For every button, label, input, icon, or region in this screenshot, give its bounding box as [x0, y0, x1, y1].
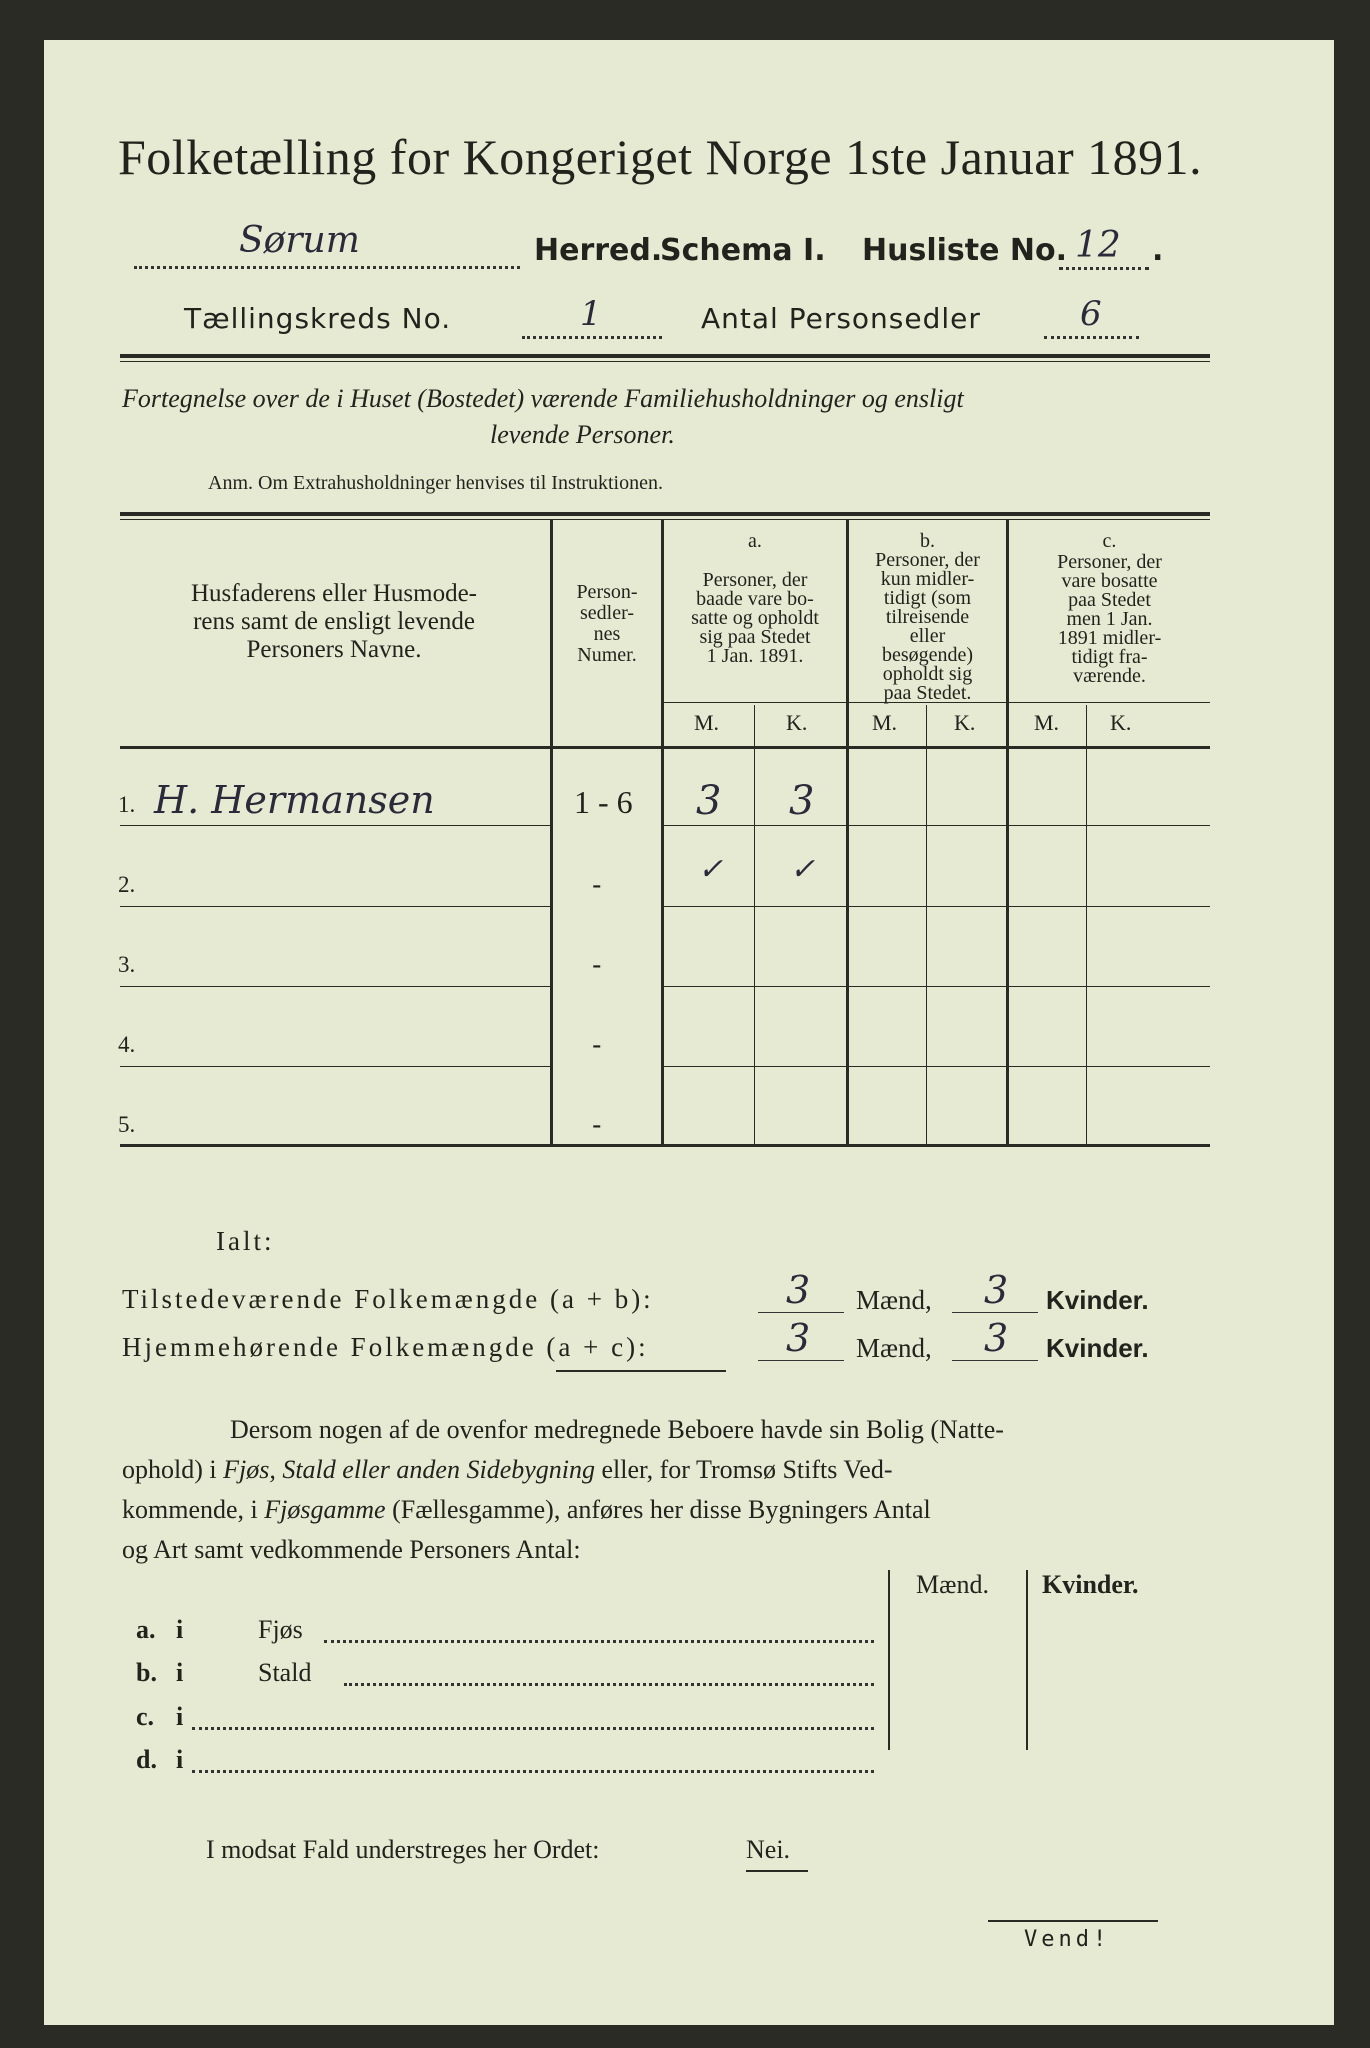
paragraph-line-4: og Art samt vedkommende Personers Antal:	[122, 1535, 581, 1564]
taellingskreds-value: 1	[580, 294, 602, 334]
vend-label: Vend!	[1024, 1927, 1111, 1952]
a-k-value: 3	[789, 778, 815, 824]
col-a-m-label: M.	[694, 710, 720, 735]
ialt-label: Ialt:	[216, 1226, 275, 1256]
table-top-rule	[120, 512, 1210, 516]
taellingskreds-label: Tællingskreds No.	[184, 302, 452, 335]
col-b-k-label: K.	[954, 710, 976, 735]
col-c-m-label: M.	[1034, 710, 1060, 735]
antal-value: 6	[1080, 294, 1102, 334]
husliste-label: Husliste No.	[862, 233, 1067, 268]
table-header-rule	[120, 746, 1210, 749]
nei-underline	[746, 1870, 808, 1872]
col-c-header: c. Personer, der vare bosatte paa Stedet men 1 Jan. 1891 midler- tidigt fra- værende.	[1057, 530, 1162, 687]
husliste-value: 12	[1075, 225, 1121, 266]
col-number-header: Person- sedler- nes Numer.	[576, 581, 638, 666]
form-title: Folketælling for Kongeriget Norge 1ste Januar 1891.	[118, 129, 1203, 185]
section-divider	[556, 1370, 726, 1372]
col-b-m-label: M.	[872, 710, 898, 735]
schema-label: Schema I.	[660, 233, 826, 268]
hjemme-kvinder-value: 3	[984, 1316, 1009, 1360]
antal-personsedler-label: Antal Personsedler	[701, 302, 981, 335]
nei-word: Nei.	[746, 1835, 791, 1864]
herred-value: Sørum	[239, 220, 360, 261]
hjemme-maend-value: 3	[786, 1316, 811, 1360]
tilstede-kvinder-value: 3	[984, 1268, 1009, 1312]
intro-line-1: Fortegnelse over de i Huset (Bostedet) værende Familiehusholdninger og ensligt	[122, 384, 964, 413]
personsedler-range: 1 - 6	[574, 784, 633, 820]
a-m-value: 3	[696, 778, 722, 824]
col-b-header: b. Personer, der kun midler- tidigt (som tilreisende eller besøgende) opholdt sig paa Stedet.	[875, 530, 980, 704]
tilstede-maend-value: 3	[786, 1268, 811, 1312]
taellingskreds-field	[522, 294, 662, 339]
col-c-k-label: K.	[1110, 710, 1132, 735]
maend-column-header: Mænd.	[916, 1570, 989, 1599]
intro-line-2: levende Personer.	[490, 420, 675, 449]
census-form-page: Folketælling for Kongeriget Norge 1ste Januar 1891. Sørum Herred. Schema I. Husliste No. 12 . Tællingskreds No. 1 Antal Personsedler 6 Fortegnelse over de i Huset (Bostedet) værende Familiehusholdninger og ensligt levende Personer. Anm. Om Extrahusholdninger henvises til Instruktionen. Husfaderens eller Husmode- rens samt de ensligt levende Personers Navne. Person- sedler- nes Numer. a. Personer, der baade vare bo- satte og opholdt sig paa Stedet 1 Jan. 1891. b. Personer, der kun midler- tidigt (som tilreisende eller besøgende) opholdt sig paa Stedet. c. Personer, der vare bosatte paa Stedet men 1 Jan. 1891 midler- tidigt fra- værende. M. K. M. K. M. K. 1. H. Hermansen 1 - 6 3 3 2. - ✓ ✓ 3. - 4. - 5. - Ialt: Tilstedeværende Folkemængde (a + b): 3 Mænd, 3 Kvinder. Hjemmehørende Folkemængde (a + c): 3 Mænd, 3 Kvinder. Dersom nogen af de ovenfor medregnede Beboere havde sin Bolig (Natte- ophold) i Fjøs, Stald eller anden Sidebygning eller, for Tromsø Stifts Ved- kommende, i Fjøsgamme (Fællesgamme), anføres her disse Bygningers Antal og Art samt vedkommende Personers Antal: Mænd. Kvinder. a. i Fjøs b. i Stald c. i d. i I modsat Fald understreges her Ordet: Nei. Vend!	[44, 40, 1334, 2025]
col-names-header: Husfaderens eller Husmode- rens samt de ensligt levende Personers Navne.	[190, 580, 477, 663]
tilstede-label: Tilstedeværende Folkemængde (a + b):	[122, 1284, 654, 1314]
antal-field	[1044, 294, 1139, 339]
table-bottom-rule	[120, 1144, 1210, 1147]
a-k-check: ✓	[790, 852, 816, 887]
kvinder-column-header: Kvinder.	[1042, 1570, 1139, 1599]
col-a-header: a. Personer, der baade vare bo- satte og opholdt sig paa Stedet 1 Jan. 1891.	[691, 530, 819, 667]
anm-note: Anm. Om Extrahusholdninger henvises til Instruktionen.	[208, 472, 663, 494]
paragraph-line-2: ophold) i Fjøs, Stald eller anden Sidebygning eller, for Tromsø Stifts Ved-	[122, 1455, 893, 1484]
herred-field	[134, 220, 520, 269]
hjemme-label: Hjemmehørende Folkemængde (a + c):	[122, 1332, 649, 1362]
paragraph-line-1: Dersom nogen af de ovenfor medregnede Beboere havde sin Bolig (Natte-	[230, 1415, 1004, 1444]
header-rule	[120, 354, 1210, 358]
husliste-field	[1059, 225, 1149, 270]
nei-instruction: I modsat Fald understreges her Ordet:	[206, 1835, 600, 1864]
col-a-k-label: K.	[786, 710, 808, 735]
paragraph-line-3: kommende, i Fjøsgamme (Fællesgamme), anføres her disse Bygningers Antal	[122, 1495, 931, 1524]
householder-name: H. Hermansen	[154, 778, 435, 822]
a-m-check: ✓	[698, 852, 724, 887]
herred-label: Herred.	[534, 233, 663, 268]
